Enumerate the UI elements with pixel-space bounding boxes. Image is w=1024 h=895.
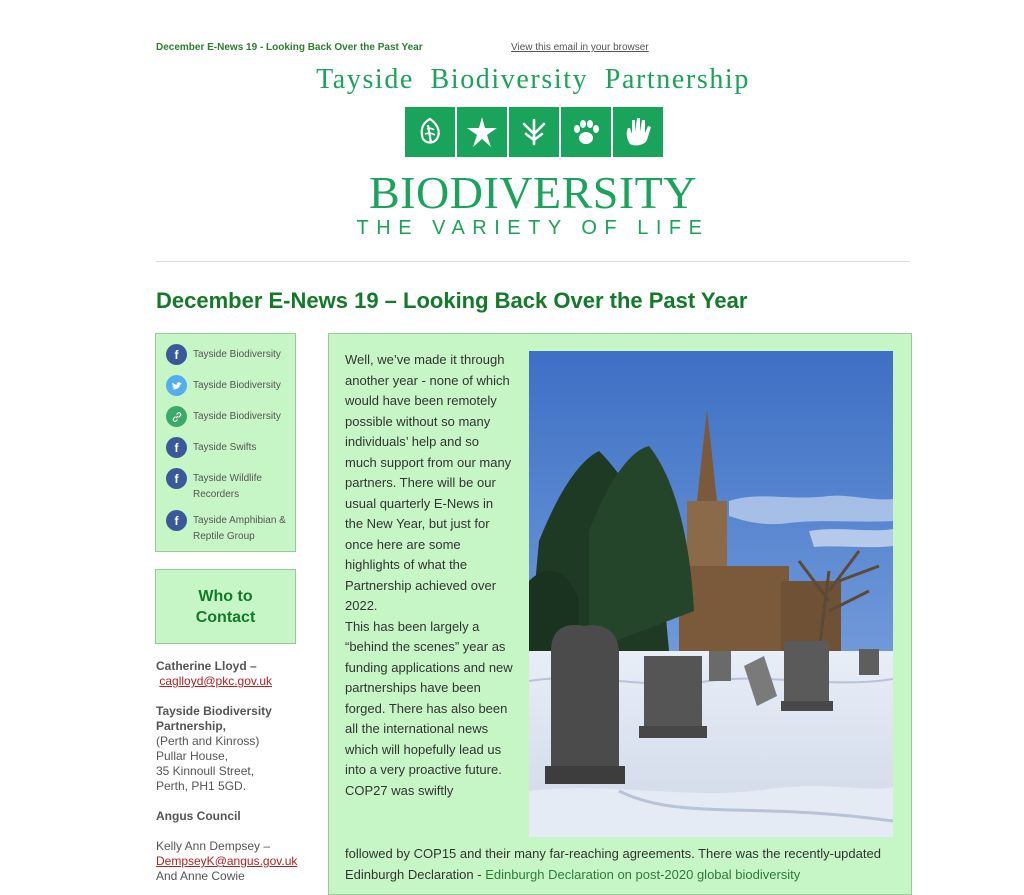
- link-icon[interactable]: [166, 406, 187, 427]
- hand-icon: [612, 106, 664, 158]
- paw-icon: [560, 106, 612, 158]
- facebook-icon[interactable]: f: [166, 468, 187, 489]
- paragraph: followed by COP15 and their many far-reaching agreements. There was the recently-updated Edinburgh Declaration -: [345, 846, 881, 882]
- edinburgh-declaration-link[interactable]: Edinburgh Declaration on post-2020 global biodiversity: [485, 866, 801, 882]
- divider: [156, 261, 910, 262]
- social-link-facebook-biodiversity[interactable]: [166, 344, 293, 365]
- address-line: Pullar House,: [156, 749, 229, 763]
- continued-text: [345, 844, 885, 885]
- preheader: [156, 42, 910, 56]
- starfish-icon: [456, 106, 508, 158]
- social-label[interactable]: Tayside Amphibian & Reptile Group: [193, 515, 286, 542]
- leaf-icon: [404, 106, 456, 158]
- social-link-facebook-wildlife-recorders[interactable]: [166, 468, 293, 503]
- org-subtitle: (Perth and Kinross): [156, 734, 260, 748]
- logo-tagline: THE VARIETY OF LIFE: [356, 217, 710, 239]
- intro-text: [345, 350, 513, 801]
- social-link-facebook-amphibian-reptile[interactable]: [166, 510, 293, 545]
- address-line: 35 Kinnoull Street,: [156, 764, 255, 778]
- paragraph: Well, we’ve made it through another year - none of which would have been remotely possible without so many individuals’ help and so much support from our many partners. There will be our usual quarterly E-News in the New Year, but just for once here are some highlights of what the Partnership achieved over 2022.: [345, 352, 512, 613]
- contact-name: Kelly Ann Dempsey –: [156, 839, 271, 853]
- address-line: Perth, PH1 5GD.: [156, 779, 247, 793]
- social-label[interactable]: Tayside Biodiversity: [193, 380, 281, 391]
- logo-icon-strip: [404, 106, 664, 158]
- contacts-list: [156, 659, 306, 884]
- org-title: Tayside Biodiversity Partnership,: [156, 704, 272, 733]
- contact-email-link[interactable]: caglloyd@pkc.gov.uk: [159, 674, 273, 688]
- social-link-website-biodiversity[interactable]: [166, 406, 293, 427]
- preheader-title: December E-News 19 - Looking Back Over the Past Year: [156, 42, 423, 53]
- facebook-icon[interactable]: f: [166, 510, 187, 531]
- who-to-contact-box: [155, 569, 296, 644]
- social-label[interactable]: Tayside Wildlife Recorders: [193, 473, 262, 500]
- who-to-contact-heading: Who to Contact: [195, 587, 256, 626]
- social-link-facebook-swifts[interactable]: [166, 437, 293, 458]
- org-title: Angus Council: [156, 809, 241, 823]
- page-title: December E-News 19 – Looking Back Over the Past Year: [156, 288, 748, 313]
- contact-name: And Anne Cowie: [156, 869, 245, 883]
- footprint-icon: [508, 106, 560, 158]
- social-links-box: [155, 333, 296, 552]
- social-label[interactable]: Tayside Biodiversity: [193, 349, 281, 360]
- churchyard-snow-photo: [529, 351, 893, 837]
- main-content-box: [328, 333, 912, 895]
- twitter-icon[interactable]: [166, 375, 187, 396]
- biodiversity-wordmark: BIODIVERSITY: [369, 167, 697, 218]
- social-label[interactable]: Tayside Biodiversity: [193, 411, 281, 422]
- partnership-title: Tayside Biodiversity Partnership: [316, 64, 750, 95]
- paragraph: This has been largely a “behind the scenes” year as funding applications and new partnerships have been forged. There has also been all the international news which will hopefully lead us into a very proactive future. COP27 was swiftly: [345, 618, 513, 798]
- social-label[interactable]: Tayside Swifts: [193, 442, 257, 453]
- view-in-browser-link[interactable]: View this email in your browser: [511, 42, 649, 53]
- contact-email-link[interactable]: DempseyK@angus.gov.uk: [156, 854, 298, 868]
- facebook-icon[interactable]: f: [166, 344, 187, 365]
- facebook-icon[interactable]: f: [166, 437, 187, 458]
- contact-name: Catherine Lloyd –: [156, 659, 257, 673]
- social-link-twitter-biodiversity[interactable]: [166, 375, 293, 396]
